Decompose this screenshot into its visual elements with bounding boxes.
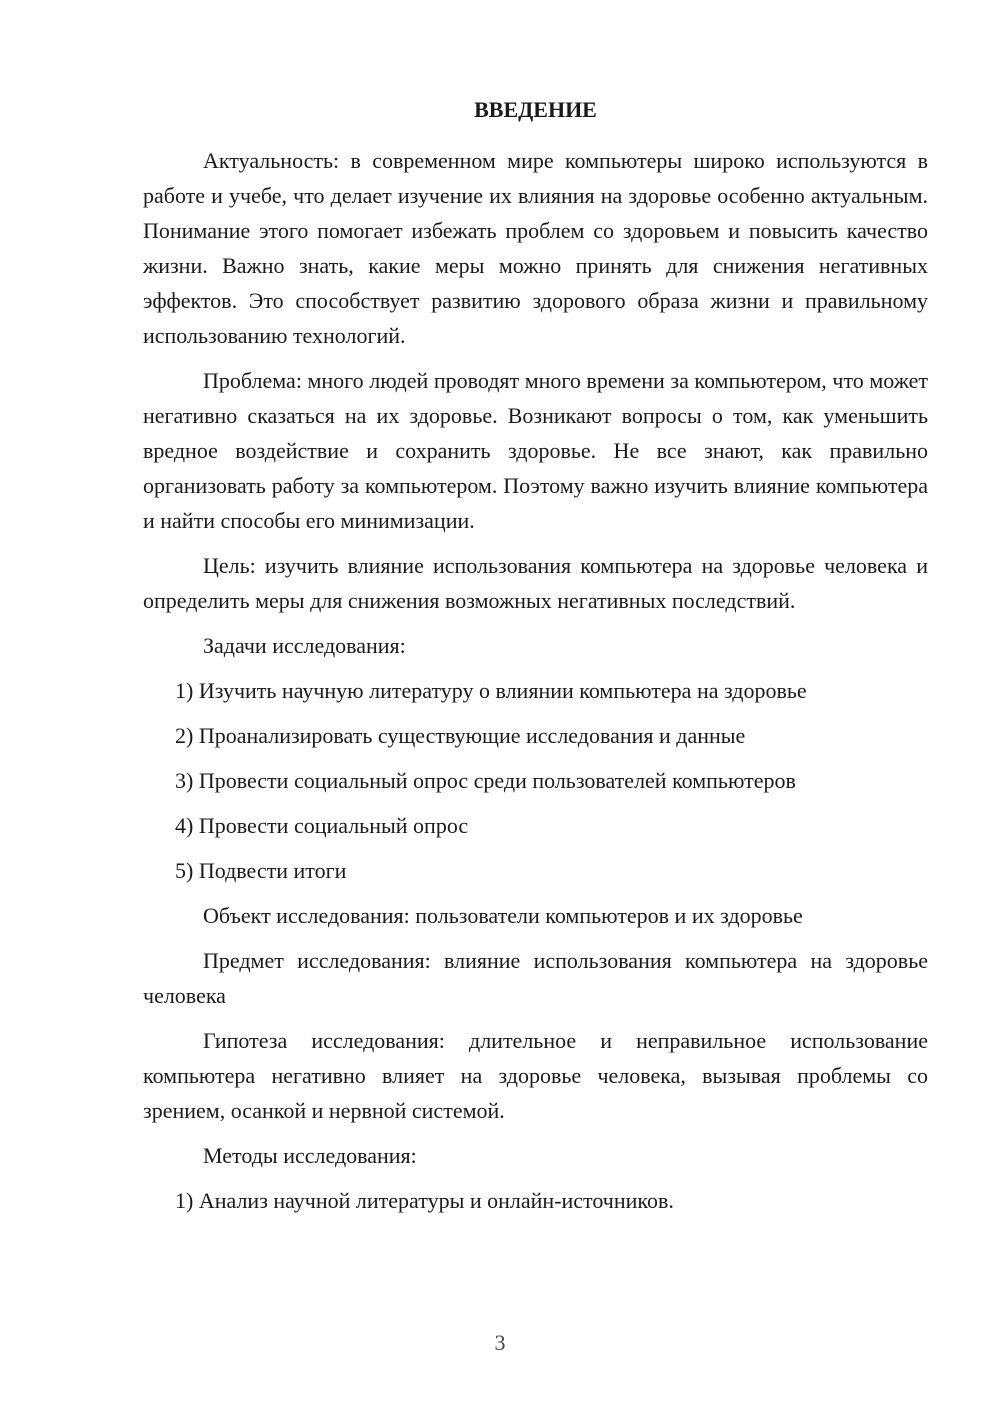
methods-heading: Методы исследования: [203,1143,417,1168]
goal-paragraph: Цель: изучить влияние использования компьютера на здоровье человека и определить меры для снижения возможных негативных последствий. [143,553,928,613]
problem-paragraph: Проблема: много людей проводят много времени за компьютером, что может негативно сказаться на их здоровье. Возникают вопросы о том, как уменьшить вредное воздействие и сохранить здоровье. Не все знают, как правильно организовать работу за компьютером. Поэтому важно изучить влияние компьютера и найти способы его минимизации. [143,368,928,533]
list-item: 4) Провести социальный опрос [175,813,469,838]
tasks-list [143,673,928,888]
list-item: 1) Анализ научной литературы и онлайн-источников. [175,1188,674,1213]
relevance-paragraph: Актуальность: в современном мире компьютеры широко используются в работе и учебе, что делает изучение их влияния на здоровье особенно актуальным. Понимание этого помогает избежать проблем со здоровьем и повысить качество жизни. Важно знать, какие меры можно принять для снижения негативных эффектов. Это способствует развитию здорового образа жизни и правильному использованию технологий. [143,148,928,348]
hypothesis-paragraph: Гипотеза исследования: длительное и неправильное использование компьютера негативно влияет на здоровье человека, вызывая проблемы со зрением, осанкой и нервной системой. [143,1028,928,1123]
methods-list [143,1183,928,1218]
tasks-heading: Задачи исследования: [203,633,406,658]
list-item: 3) Провести социальный опрос среди пользователей компьютеров [175,768,796,793]
subject-paragraph: Предмет исследования: влияние использования компьютера на здоровье человека [143,948,928,1008]
list-item: 1) Изучить научную литературу о влиянии компьютера на здоровье [175,678,807,703]
page-title: ВВЕДЕНИЕ [474,97,597,122]
page-number: 3 [494,1330,506,1355]
list-item: 2) Проанализировать существующие исследования и данные [175,723,746,748]
object-line: Объект исследования: пользователи компьютеров и их здоровье [203,903,803,928]
document-page [143,92,928,1228]
list-item: 5) Подвести итоги [175,858,347,883]
